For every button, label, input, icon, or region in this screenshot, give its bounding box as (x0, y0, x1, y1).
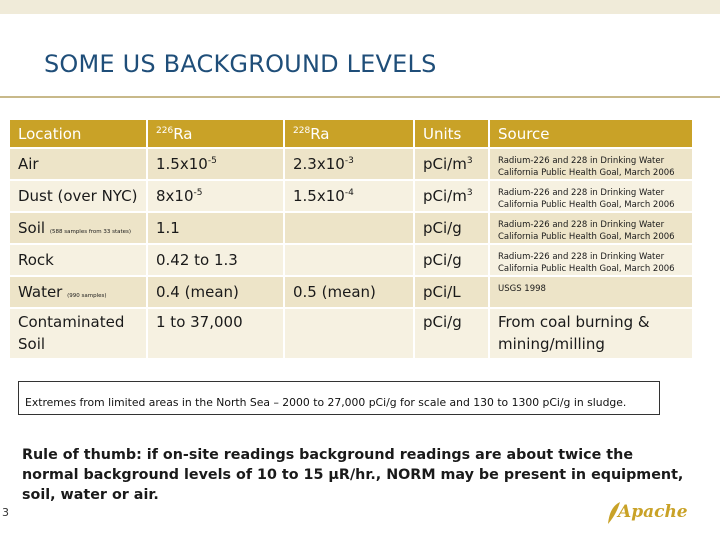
header-ra228 (284, 120, 414, 148)
ra228-exponent: -3 (344, 156, 354, 166)
source-line-2: California Public Health Goal, March 2006 (498, 200, 675, 210)
source-line-2: California Public Health Goal, March 2006 (498, 264, 675, 274)
source-line-1: USGS 1998 (498, 284, 546, 294)
cell-source (489, 308, 692, 358)
cell-ra228 (284, 244, 414, 276)
ra226-value: 1 to 37,000 (156, 313, 243, 331)
ra228-value: 2.3x10 (293, 155, 345, 173)
cell-units (414, 212, 489, 244)
header-ra226 (147, 120, 284, 148)
cell-location (10, 276, 147, 308)
cell-ra226 (147, 148, 284, 180)
cell-ra226 (147, 180, 284, 212)
ra228-value: 0.5 (mean) (293, 283, 376, 301)
table-row (10, 276, 692, 308)
table-row (10, 180, 692, 212)
cell-ra226 (147, 276, 284, 308)
cell-source (489, 212, 692, 244)
cell-source (489, 244, 692, 276)
source-line-1: Radium-226 and 228 in Drinking Water (498, 220, 665, 230)
table-header-row (10, 120, 692, 148)
north-sea-note: Extremes from limited areas in the North Sea – 2000 to 27,000 pCi/g for scale and 130 to 1300 pCi/g in sludge. (18, 381, 660, 415)
source-line-1: From coal burning & mining/milling (498, 313, 650, 353)
source-line-1: Radium-226 and 228 in Drinking Water (498, 252, 665, 262)
ra226-exponent: -5 (193, 188, 203, 198)
ra228-value: 1.5x10 (293, 187, 345, 205)
cell-source (489, 148, 692, 180)
cell-ra226 (147, 212, 284, 244)
location-text: Soil (18, 219, 46, 237)
header-source: Source (489, 120, 692, 148)
units-value: pCi/g (423, 313, 462, 331)
header-units: Units (414, 120, 489, 148)
header-location: Location (10, 120, 147, 148)
table-row (10, 212, 692, 244)
table-row (10, 308, 692, 358)
ra228-symbol: Ra (310, 124, 330, 143)
cell-ra226 (147, 308, 284, 358)
cell-ra226 (147, 244, 284, 276)
cell-ra228 (284, 212, 414, 244)
ra226-value: 0.42 to 1.3 (156, 251, 238, 269)
ra228-mass-number: 228 (293, 125, 311, 136)
location-text: Air (18, 155, 39, 173)
cell-units (414, 244, 489, 276)
ra226-value: 0.4 (mean) (156, 283, 239, 301)
ra226-value: 8x10 (156, 187, 194, 205)
cell-source (489, 276, 692, 308)
units-value: pCi/L (423, 283, 461, 301)
ra226-symbol: Ra (173, 124, 193, 143)
units-value: pCi/g (423, 219, 462, 237)
cell-location (10, 212, 147, 244)
slide-number: 3 (2, 506, 9, 519)
ra226-value: 1.5x10 (156, 155, 208, 173)
units-exponent: 3 (466, 188, 473, 198)
title-rule (0, 96, 720, 98)
source-line-1: Radium-226 and 228 in Drinking Water (498, 188, 665, 198)
location-text: Dust (over NYC) (18, 187, 138, 205)
location-note: (588 samples from 33 states) (49, 229, 132, 235)
location-note: (990 samples) (67, 293, 107, 299)
units-exponent: 3 (466, 156, 473, 166)
source-line-1: Radium-226 and 228 in Drinking Water (498, 156, 665, 166)
location-text: Rock (18, 251, 54, 269)
cell-location (10, 308, 147, 358)
units-value: pCi/m (423, 155, 467, 173)
cell-location (10, 180, 147, 212)
ra226-mass-number: 226 (156, 125, 174, 136)
rule-of-thumb: Rule of thumb: if on-site readings background readings are about twice the normal background levels of 10 to 15 µR/hr., NORM may be present in equipment, soil, water or air. (22, 447, 684, 503)
location-text: Water (18, 283, 63, 301)
ra228-exponent: -4 (344, 188, 354, 198)
cell-units (414, 180, 489, 212)
top-band (0, 0, 720, 14)
units-value: pCi/g (423, 251, 462, 269)
table-row (10, 244, 692, 276)
cell-ra228 (284, 148, 414, 180)
cell-units (414, 276, 489, 308)
cell-ra228 (284, 276, 414, 308)
apache-logo (604, 496, 700, 532)
cell-ra228 (284, 308, 414, 358)
source-line-2: California Public Health Goal, March 2006 (498, 232, 675, 242)
cell-units (414, 308, 489, 358)
ra226-exponent: -5 (207, 156, 217, 166)
units-value: pCi/m (423, 187, 467, 205)
table-row (10, 148, 692, 180)
location-text: Contaminated Soil (18, 313, 125, 353)
source-line-2: California Public Health Goal, March 2006 (498, 168, 675, 178)
cell-location (10, 148, 147, 180)
background-levels-table (10, 120, 692, 358)
cell-units (414, 148, 489, 180)
ra226-value: 1.1 (156, 219, 180, 237)
logo-wordmark: Apache (618, 502, 688, 522)
cell-ra228 (284, 180, 414, 212)
cell-location (10, 244, 147, 276)
page-title: SOME US BACKGROUND LEVELS (44, 50, 437, 78)
cell-source (489, 180, 692, 212)
